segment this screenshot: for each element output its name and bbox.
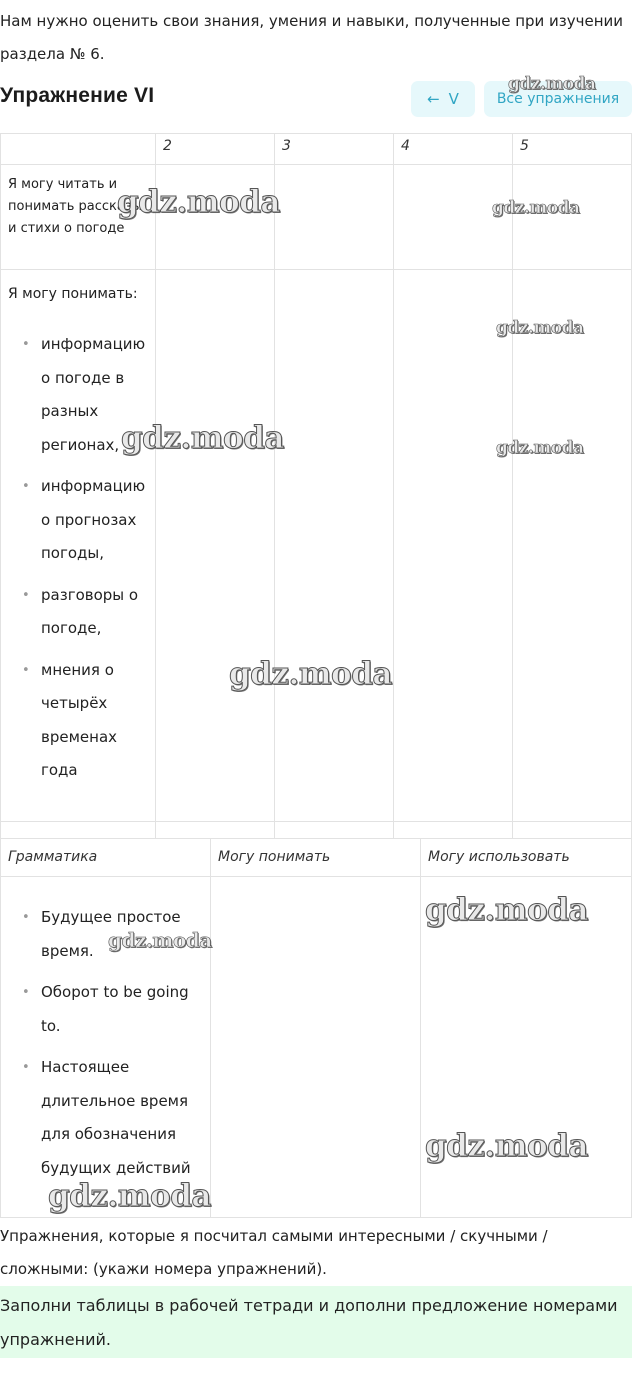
- list-item: • информацию о погоде в разных регионах,: [22, 335, 146, 454]
- list-item: • Настоящее длительное время для обозначения будущих действий: [22, 1058, 191, 1177]
- prev-exercise-label: V: [448, 90, 459, 108]
- list-item: • разговоры о погоде,: [22, 585, 139, 637]
- watermark: gdz.moda: [48, 1178, 211, 1214]
- understanding-list: [0, 328, 155, 796]
- list-item: • информацию о прогнозах погоды,: [22, 477, 146, 562]
- list-item: • мнения о четырёх временах года: [22, 660, 118, 779]
- column-header-can-understand: Могу понимать: [218, 849, 331, 865]
- column-header-3: 3: [282, 138, 291, 154]
- watermark: gdz.moda: [508, 74, 596, 94]
- list-item: • Оборот to be going to.: [22, 983, 189, 1035]
- watermark: gdz.moda: [425, 892, 588, 928]
- watermark: gdz.moda: [121, 420, 284, 456]
- row-label-understanding: Я могу понимать:: [8, 286, 138, 302]
- column-header-can-use: Могу использовать: [428, 849, 570, 865]
- column-header-5: 5: [520, 138, 529, 154]
- prev-exercise-button[interactable]: [411, 81, 475, 117]
- watermark: gdz.moda: [425, 1128, 588, 1164]
- watermark: gdz.moda: [117, 184, 280, 220]
- footer-note: Упражнения, которые я посчитал самыми интересными / скучными / сложными: (укажи номера упражнений).: [0, 1227, 548, 1278]
- watermark: gdz.moda: [492, 198, 580, 218]
- grammar-list: [0, 901, 200, 1193]
- all-exercises-button[interactable]: Все упражнения: [484, 81, 632, 117]
- list-item: • Будущее простое время.: [22, 908, 181, 960]
- column-header-2: 2: [163, 138, 172, 154]
- watermark: gdz.moda: [496, 318, 584, 338]
- column-header-4: 4: [401, 138, 410, 154]
- intro-text: Нам нужно оценить свои знания, умения и навыки, полученные при изучении раздела № 6.: [0, 12, 624, 63]
- arrow-left-icon: ←: [427, 90, 440, 108]
- instruction-box: Заполни таблицы в рабочей тетради и дополни предложение номерами упражнений.: [0, 1286, 632, 1358]
- row-label-reading: Я могу читать и понимать рассказы и стихи о погоде: [8, 177, 143, 236]
- watermark: gdz.moda: [229, 656, 392, 692]
- watermark: gdz.moda: [496, 438, 584, 458]
- watermark: gdz.moda: [108, 928, 212, 952]
- exercise-title: Упражнение VI: [0, 84, 155, 107]
- column-header-grammar: Грамматика: [8, 849, 98, 865]
